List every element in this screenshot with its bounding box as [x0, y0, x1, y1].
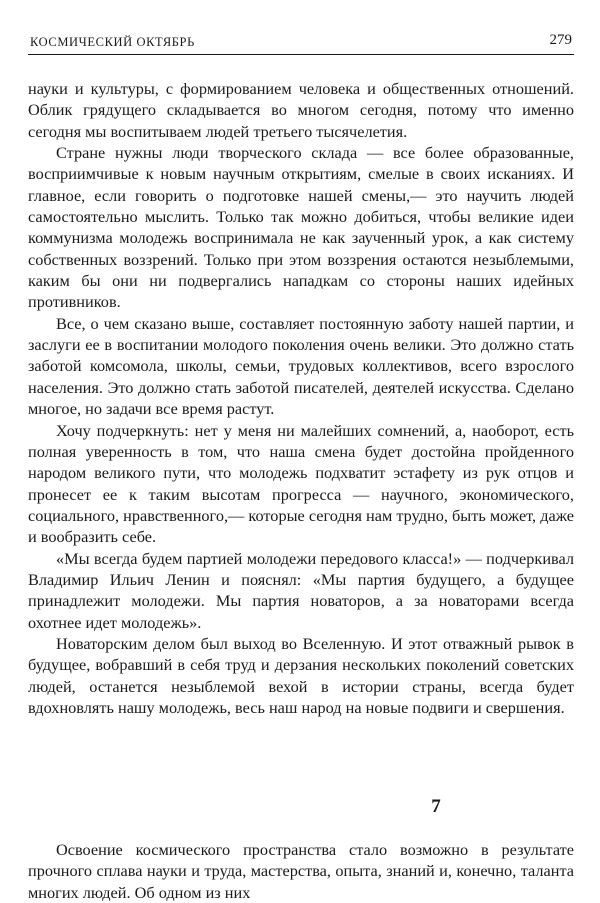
body-text [28, 78, 574, 718]
paragraph-continued: науки и культуры, с формированием человека и общественных отношений. Облик грядущего складывается во многом сегодня, потому что именно сегодня мы воспитываем людей третьего тысячелетия. [28, 79, 574, 141]
page-number: 279 [549, 32, 572, 48]
paragraph: Хочу подчеркнуть: нет у меня ни малейших сомнений, а, наоборот, есть полная уверенность в том, что наша смена будет достойна пройденного народом великого пути, что молодежь подхватит эстафету из рук отцов и пронесет ее к таким высотам прогресса — научного, экономического, социального, нравственного,— которые сегодня нам трудно, быть может, даже и вообразить себе. [28, 420, 574, 547]
paragraph: Новаторским делом был выход во Вселенную. И этот отважный рывок в будущее, вобравший в себя труд и дерзания нескольких поколений советских людей, останется незыблемой вехой в истории страны, всегда будет вдохновлять нашу молодежь, весь наш народ на новые подвиги и свершения. [28, 633, 574, 717]
book-page [28, 30, 574, 902]
paragraph: «Мы всегда будем партией молодежи передового класса!» — подчеркивал Владимир Ильич Ленин и пояснял: «Мы партия будущего, а будущее принадлежит молодежи. Мы партия новаторов, а за новаторами всегда охотнее идет молодежь». [28, 548, 574, 632]
section-text [28, 839, 574, 903]
page-header [28, 30, 574, 55]
paragraph: Освоение космического пространства стало возможно в результате прочного сплава науки и труда, мастерства, опыта, знаний и, конечно, таланта многих людей. Об одном из них [28, 840, 574, 902]
paragraph: Стране нужны люди творческого склада — все более образованные, восприимчивые к новым научным открытиям, смелые в своих исканиях. И главное, если говорить о подготовке нашей смены,— это научить людей самостоятельно мыслить. Только так можно добиться, чтобы великие идеи коммунизма молодежь воспринимала не как заученный урок, а как систему собственных воззрений. Только при этом воззрения остаются незыблемыми, каким бы они ни подвергались нападкам со стороны наших идейных противников. [28, 143, 574, 312]
section-number-label: 7 [431, 796, 441, 817]
paragraph: Все, о чем сказано выше, составляет постоянную заботу нашей партии, и заслуги ее в воспитании молодого поколения очень велики. Это должно стать заботой комсомола, школы, семьи, трудовых коллективов, всего взрослого населения. Это должно стать заботой писателей, деятелей искусства. Сделано многое, но задачи все время растут. [28, 313, 574, 419]
section-number [28, 796, 574, 818]
running-title: КОСМИЧЕСКИЙ ОКТЯБРЬ [30, 35, 195, 49]
